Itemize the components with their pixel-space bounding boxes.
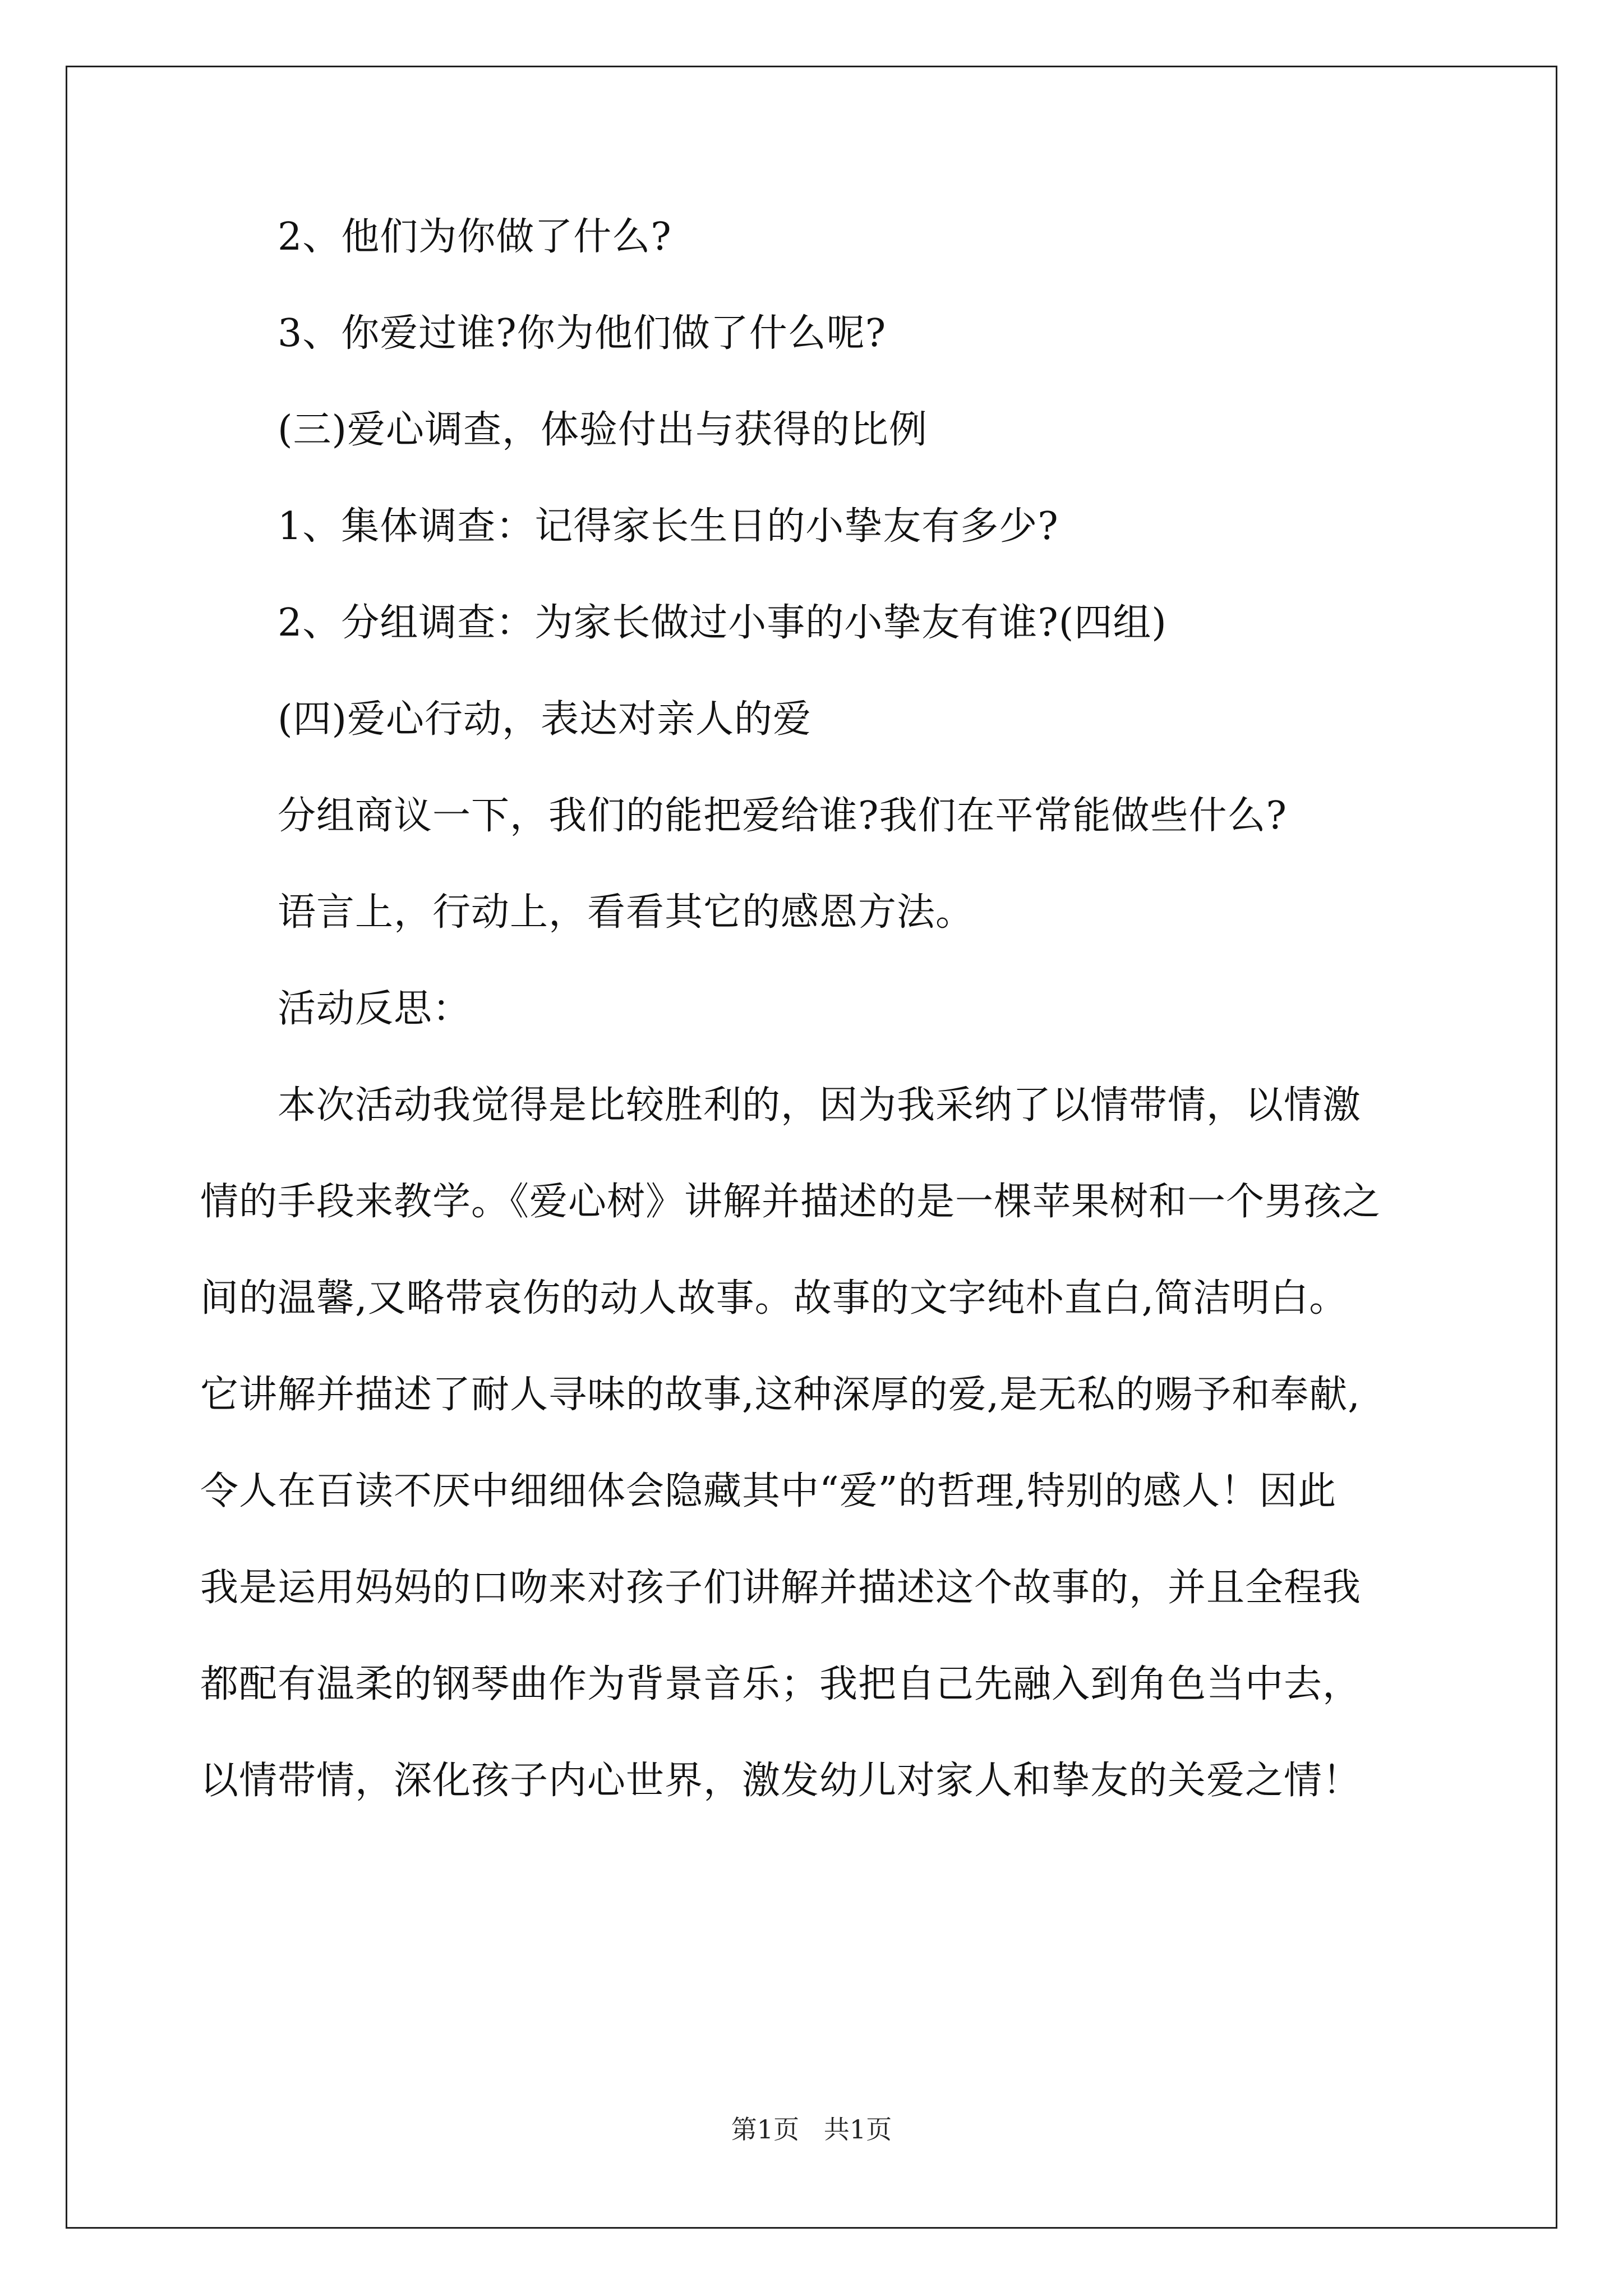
paragraph-line: 以情带情，深化孩子内心世界，激发幼儿对家人和挚友的关爱之情！: [200, 1759, 1362, 1803]
paragraph-line: 令人在百读不厌中细细体会隐藏其中“爱”的哲理,特别的感人！因此: [200, 1469, 1337, 1513]
list-line: 语言上，行动上，看看其它的感恩方法。: [278, 890, 975, 935]
list-line: 2、分组调查：为家长做过小事的小挚友有谁?(四组): [278, 601, 1167, 645]
section-heading: (四)爱心行动，表达对亲人的爱: [278, 697, 812, 742]
list-line: 2、他们为你做了什么?: [278, 215, 672, 259]
paragraph-line: 本次活动我觉得是比较胜利的，因为我采纳了以情带情，以情激: [278, 1083, 1362, 1128]
page-footer: [0, 2114, 1623, 2145]
paragraph-line: 情的手段来教学。《爱心树》讲解并描述的是一棵苹果树和一个男孩之: [200, 1180, 1381, 1224]
paragraph-line: 间的温馨,又略带哀伤的动人故事。故事的文字纯朴直白,简洁明白。: [200, 1276, 1348, 1320]
document-body: [200, 213, 1462, 1853]
section-heading: 活动反思：: [278, 987, 472, 1031]
list-line: 3、你爱过谁?你为他们做了什么呢?: [278, 311, 887, 356]
paragraph-line: 我是运用妈妈的口吻来对孩子们讲解并描述这个故事的，并且全程我: [200, 1566, 1362, 1610]
list-line: 1、集体调查：记得家长生日的小挚友有多少?: [278, 504, 1059, 549]
page-number: 第1页 共1页: [731, 2114, 892, 2145]
paragraph-line: 它讲解并描述了耐人寻味的故事,这种深厚的爱,是无私的赐予和奉献,: [200, 1373, 1361, 1417]
paragraph-line: 都配有温柔的钢琴曲作为背景音乐；我把自己先融入到角色当中去，: [200, 1662, 1362, 1706]
section-heading: (三)爱心调查，体验付出与获得的比例: [278, 408, 928, 452]
list-line: 分组商议一下，我们的能把爱给谁?我们在平常能做些什么?: [278, 794, 1287, 838]
